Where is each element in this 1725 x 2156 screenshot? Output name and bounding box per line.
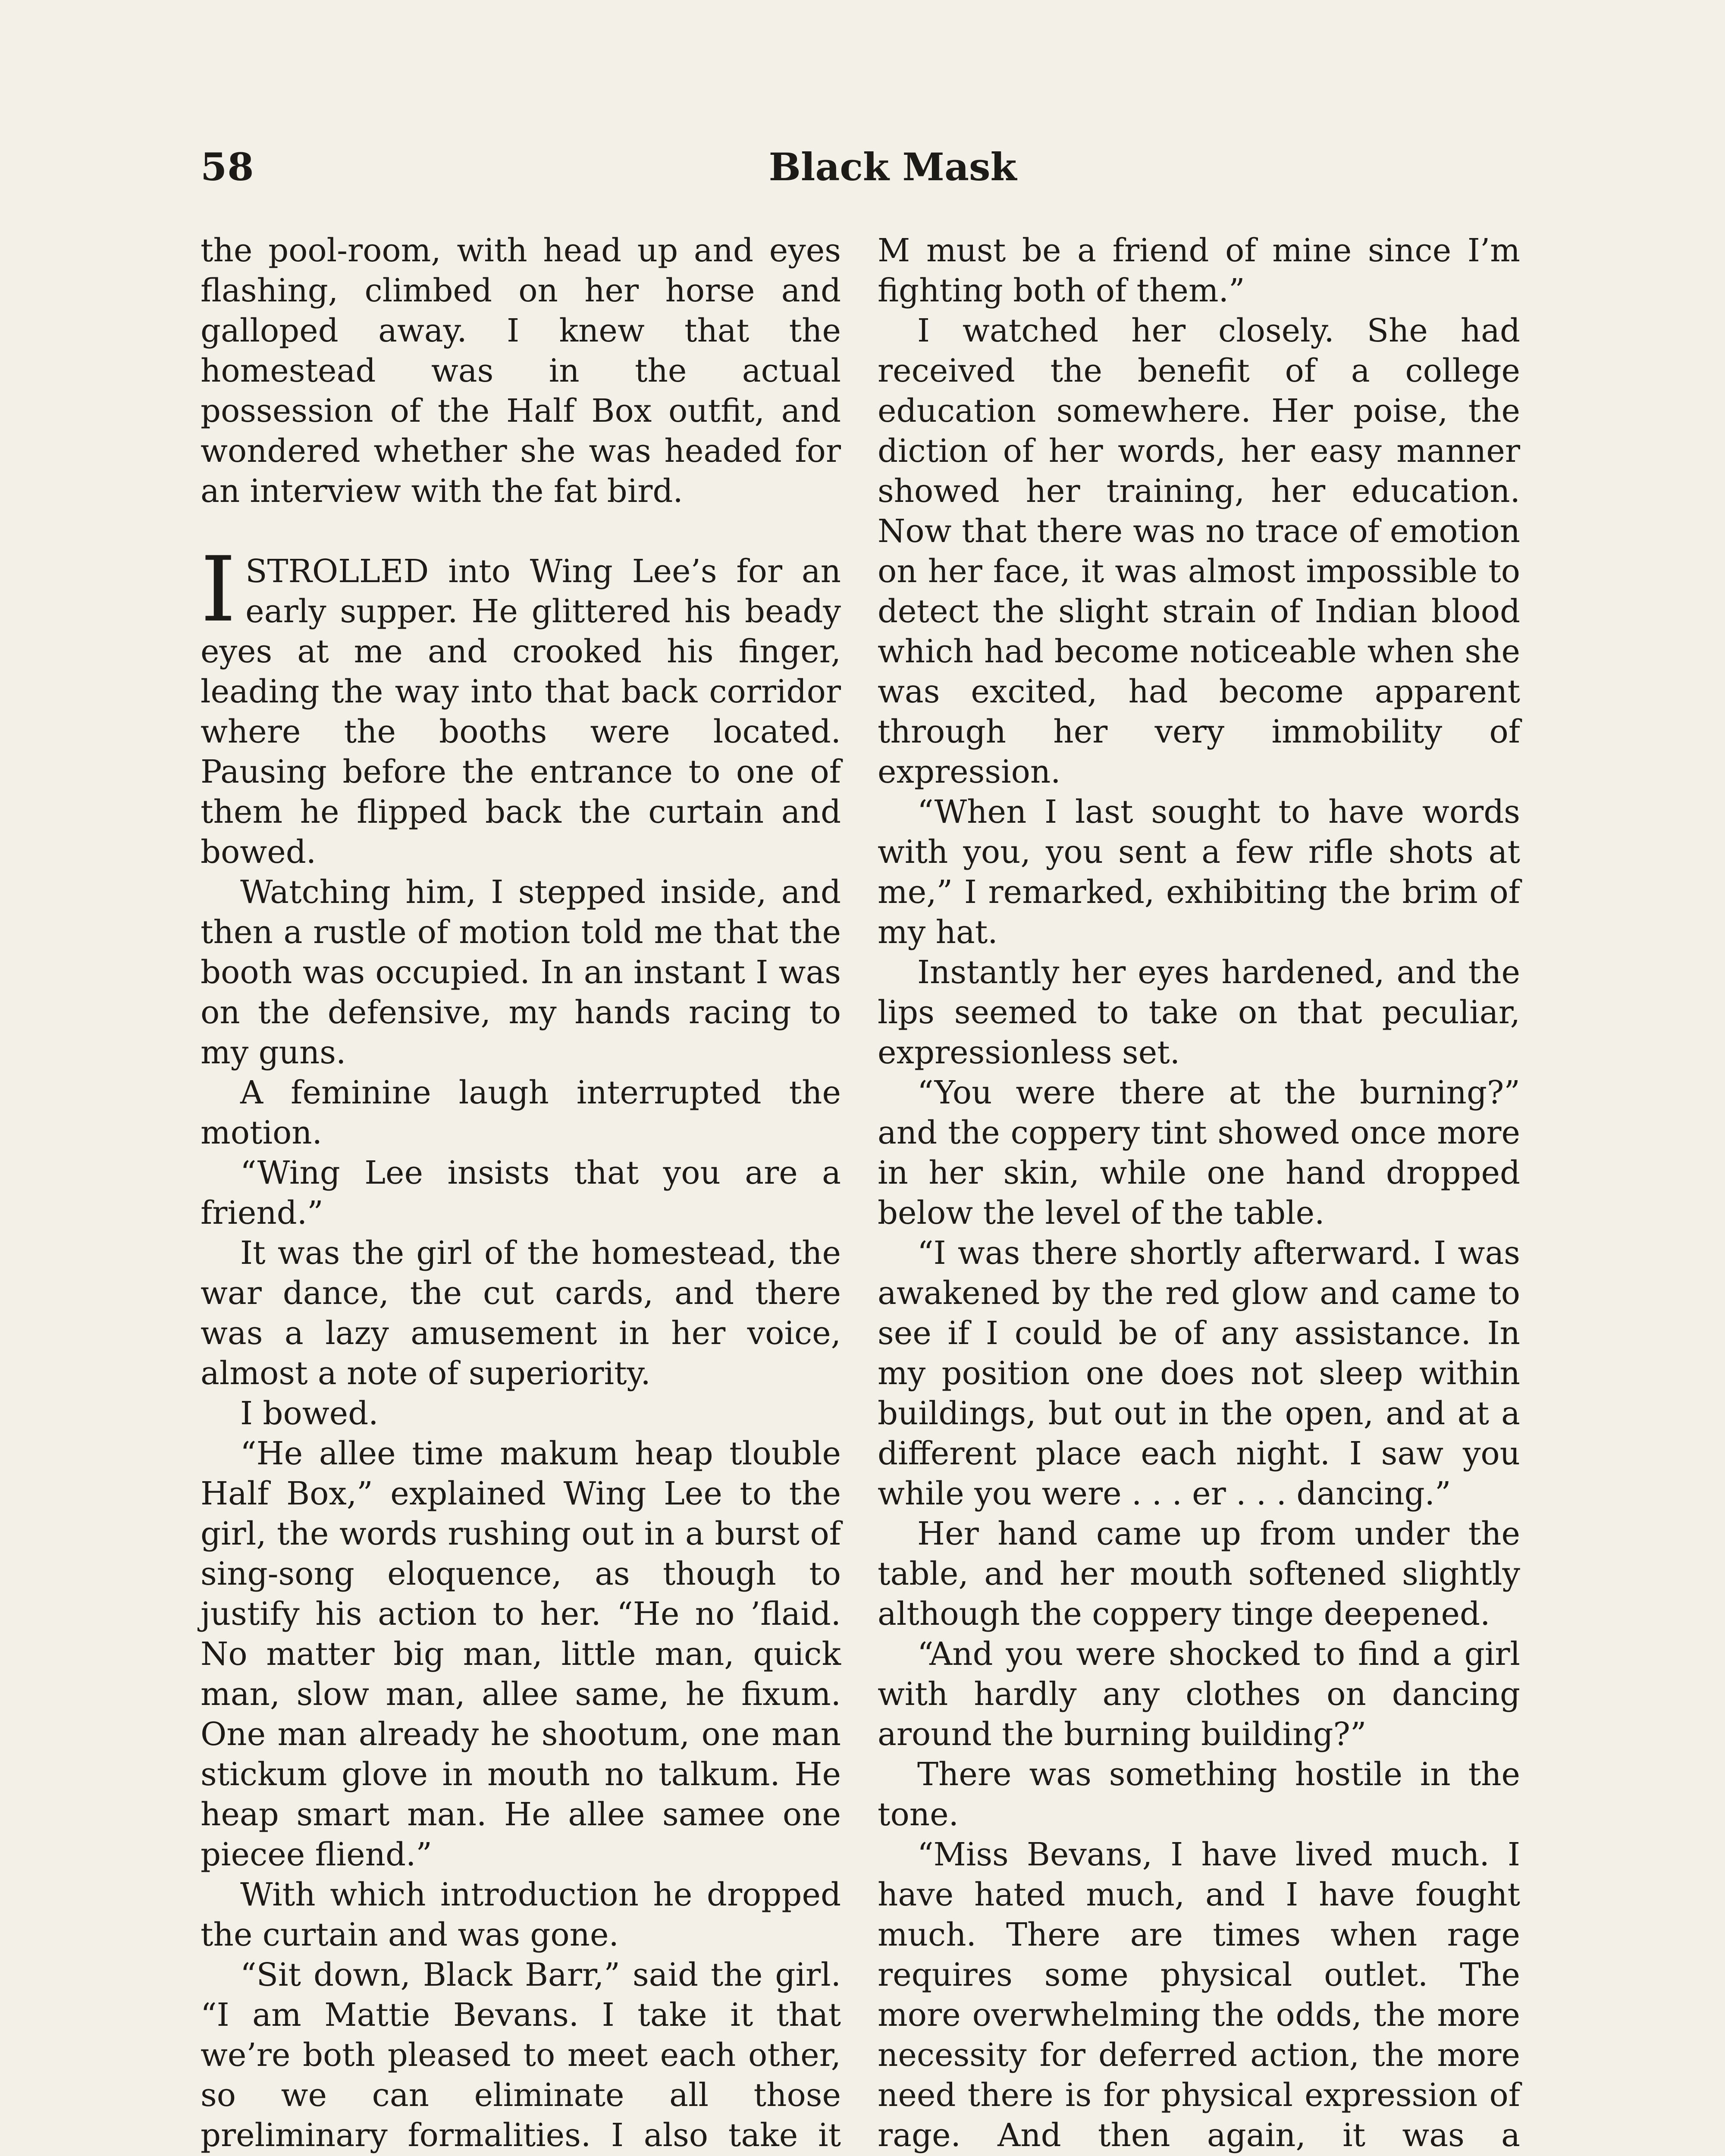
paragraph: Watching him, I stepped inside, and then a rustle of motion told me that the booth was occupied. In an instant I was on the defensive, my hands racing to my guns. — [201, 874, 841, 1071]
paragraph: the pool-room, with head up and eyes flashing, climbed on her horse and galloped away. I knew that the homestead was in the actual possession of the Half Box outfit, and wondered whether she was headed for an interview with the fat bird. — [201, 232, 841, 510]
paragraph: I watched her closely. She had received the benefit of a college education somewhere. Her poise, the diction of her words, her easy manner showed her training, her education. Now that there was no trace of emotion on her face, it was almost impossible to detect the slight strain of Indian blood which had become noticeable when she was excited, had become apparent through her very immobility of expression. — [878, 313, 1520, 790]
paragraph: “Wing Lee insists that you are a friend.” — [201, 1155, 841, 1232]
running-header — [0, 144, 1725, 201]
right-column — [878, 231, 1520, 2156]
paragraph-text: STROLLED into Wing Lee’s for an early supper. He glittered his beady eyes at me and crooked his finger, leading the way into that back corridor where the booths were located. Pausing before the entrance to one of them he flipped back the curtain and bowed. — [201, 553, 841, 871]
paragraph: Her hand came up from under the table, and her mouth softened slightly although the coppery tinge deepened. — [878, 1516, 1520, 1633]
paragraph: There was something hostile in the tone. — [878, 1756, 1520, 1833]
paragraph: “He allee time makum heap tlouble Half Box,” explained Wing Lee to the girl, the words rushing out in a burst of sing-song eloquence, as though to justify his action to her. “He no ’flaid. No matter big man, little man, quick man, slow man, allee same, he fixum. One man already he shootum, one man stickum glove in mouth no talkum. He heap smart man. He allee samee one piecee fliend.” — [201, 1435, 841, 1873]
paragraph: “When I last sought to have words with you, you sent a few rifle shots at me,” I remarked, exhibiting the brim of my hat. — [878, 794, 1520, 951]
paragraph: “And you were shocked to find a girl with hardly any clothes on dancing around the burning building?” — [878, 1636, 1520, 1753]
paragraph: I bowed. — [240, 1395, 379, 1432]
paragraph: It was the girl of the homestead, the war dance, the cut cards, and there was a lazy amusement in her voice, almost a note of superiority. — [201, 1235, 841, 1392]
paragraph: “Sit down, Black Barr,” said the girl. “I am Mattie Bevans. I take it that we’re both pleased to meet each other, so we can eliminate all those preliminary formalities. I also take it — [201, 1957, 841, 2154]
drop-cap: I — [201, 538, 236, 642]
page-number: 58 — [201, 144, 254, 189]
paragraph: “I was there shortly afterward. I was awakened by the red glow and came to see if I could be of any assistance. In my position one does not sleep within buildings, but out in the open, and at a different place each night. I saw you while you were . . . er . . . dancing.” — [878, 1235, 1520, 1512]
paragraph: M must be a friend of mine since I’m fighting both of them.” — [878, 232, 1520, 309]
paragraph: With which introduction he dropped the curtain and was gone. — [201, 1877, 841, 1953]
left-column — [201, 231, 841, 2156]
running-title: Black Mask — [768, 144, 1017, 189]
paragraph: Instantly her eyes hardened, and the lips seemed to take on that peculiar, expressionless set. — [878, 954, 1520, 1071]
paragraph: “Miss Bevans, I have lived much. I have hated much, and I have fought much. There are times when rage requires some physical outlet. The more overwhelming the odds, the more necessity for deferred action, the more need there is for physical expression of rage. And then again, it was a — [878, 1836, 1520, 2154]
paragraph: “You were there at the burning?” and the coppery tint showed once more in her skin, while one hand dropped below the level of the table. — [878, 1075, 1520, 1232]
paragraph: A feminine laugh interrupted the motion. — [201, 1075, 841, 1151]
section-opening-paragraph — [201, 538, 841, 872]
